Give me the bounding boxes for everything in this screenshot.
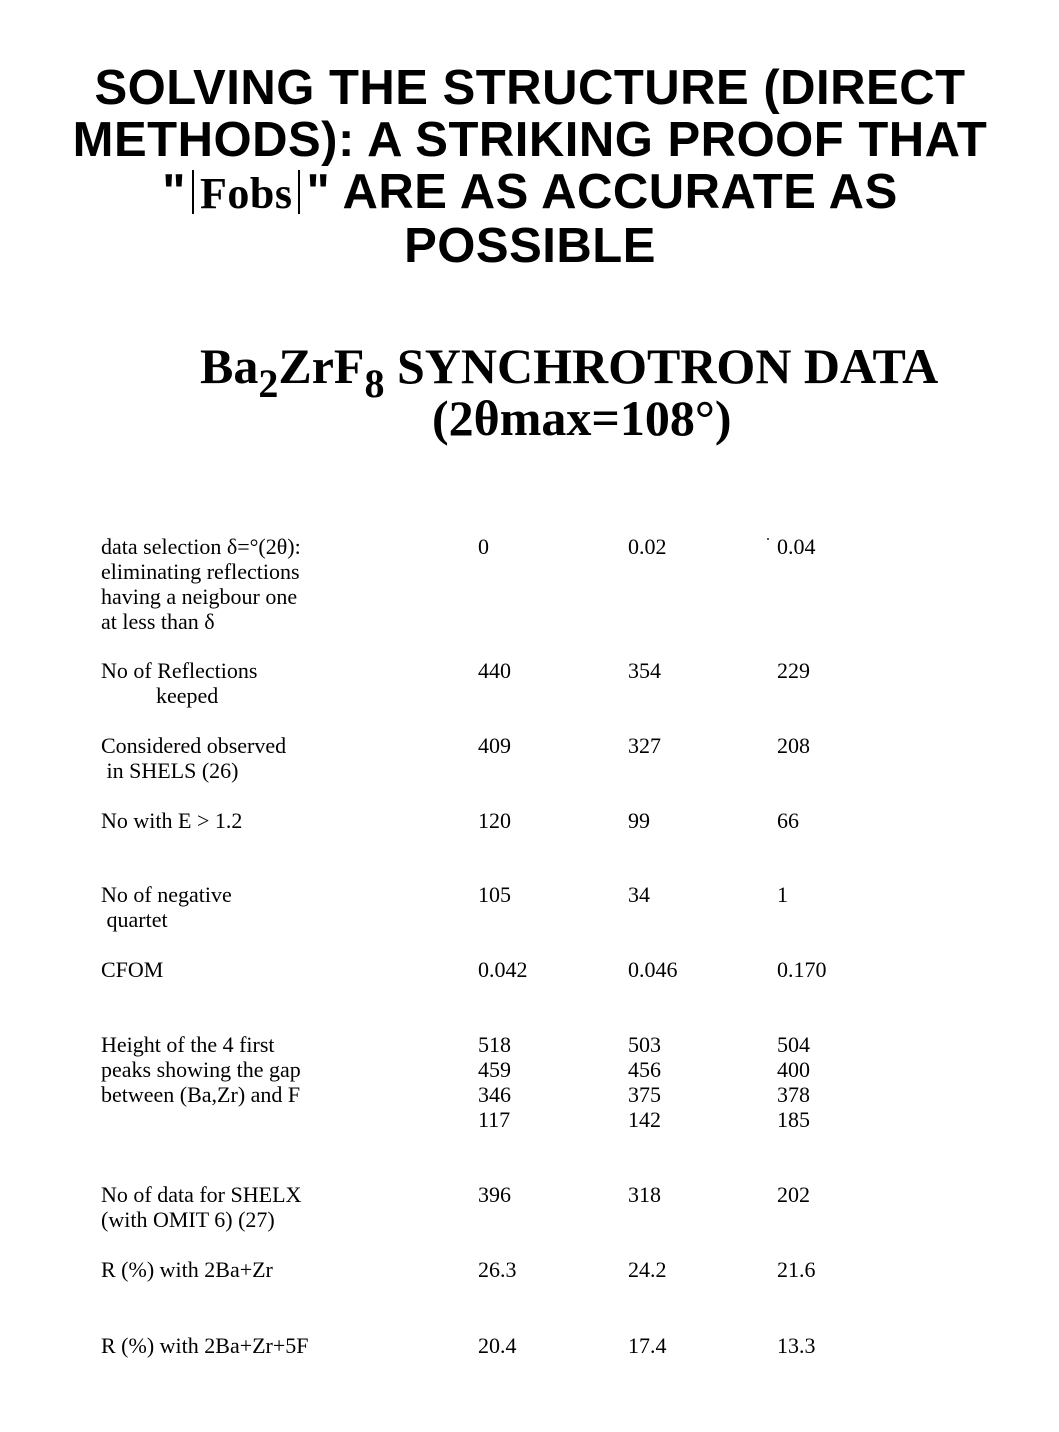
row-label: R (%) with 2Ba+Zr [101, 1257, 273, 1282]
cell-col-3: 229 [777, 658, 810, 683]
row-label: data selection δ=°(2θ): eliminating reflections having a neigbour one at less than δ [101, 534, 301, 634]
subtitle-rest: SYNCHROTRON DATA [384, 338, 939, 394]
cell-col-2: 318 [628, 1182, 661, 1207]
row-label: Considered observed in SHELS (26) [101, 733, 287, 783]
title-line-1: SOLVING THE STRUCTURE (DIRECT [94, 61, 966, 115]
title-line-3 [40, 166, 1020, 220]
cell-col-3: 21.6 [777, 1257, 816, 1282]
row-label: No of Reflections keeped [101, 658, 258, 708]
fobs-symbol: Fobs [199, 169, 293, 218]
cell-col-1: 409 [478, 733, 511, 758]
compound-sub-2: 2 [258, 361, 279, 406]
cell-col-2: 24.2 [628, 1257, 667, 1282]
cell-col-1: 518 459 346 117 [478, 1032, 511, 1132]
cell-col-2: 0.046 [628, 957, 678, 982]
title-line-2 [40, 114, 1020, 166]
cell-col-3: 0.170 [777, 957, 827, 982]
title-quote-open: " [162, 165, 186, 219]
cell-col-3: 202 [777, 1182, 810, 1207]
title-line-3-rest: " ARE AS ACCURATE AS [306, 165, 898, 219]
cell-col-3: 13.3 [777, 1333, 816, 1358]
cell-col-3: 66 [777, 808, 799, 833]
subtitle-line-2: (2θmax=108°) [432, 390, 732, 446]
row-label: R (%) with 2Ba+Zr+5F [101, 1333, 309, 1358]
cell-col-2: 0.02 [628, 534, 667, 559]
cell-col-1: 120 [478, 808, 511, 833]
cell-col-2: 99 [628, 808, 650, 833]
cell-col-3: 0.04 [777, 534, 816, 559]
cell-col-1: 105 [478, 882, 511, 907]
compound-ba: Ba [200, 338, 259, 394]
cell-col-3: 1 [777, 882, 788, 907]
cell-col-2: 354 [628, 658, 661, 683]
cell-col-2: 327 [628, 733, 661, 758]
row-label: No with E > 1.2 [101, 808, 243, 833]
row-label: No of negative quartet [101, 882, 232, 932]
cell-col-1: 26.3 [478, 1257, 517, 1282]
row-label: Height of the 4 first peaks showing the gap between (Ba,Zr) and F [101, 1032, 301, 1107]
cell-col-2: 34 [628, 882, 650, 907]
cell-col-1: 0.042 [478, 957, 528, 982]
cell-col-3: 504 400 378 185 [777, 1032, 810, 1132]
cell-col-1: 396 [478, 1182, 511, 1207]
cell-col-1: 0 [478, 534, 489, 559]
cell-col-2: 503 456 375 142 [628, 1032, 661, 1132]
row-label: No of data for SHELX (with OMIT 6) (27) [101, 1182, 302, 1232]
abs-bar-left [192, 170, 194, 214]
compound-zrf: ZrF [278, 338, 365, 394]
title-line-4: POSSIBLE [404, 219, 656, 273]
compound-sub-8: 8 [364, 361, 385, 406]
title-line-2-text: METHODS): A STRIKING PROOF THAT [72, 113, 988, 167]
cell-col-3: 208 [777, 733, 810, 758]
scan-speck [767, 538, 769, 540]
page-title [40, 62, 1020, 272]
subtitle-line-1 [200, 338, 939, 406]
cell-col-2: 17.4 [628, 1333, 667, 1358]
cell-col-1: 20.4 [478, 1333, 517, 1358]
row-label: CFOM [101, 957, 164, 982]
abs-bar-right [298, 170, 300, 214]
cell-col-1: 440 [478, 658, 511, 683]
